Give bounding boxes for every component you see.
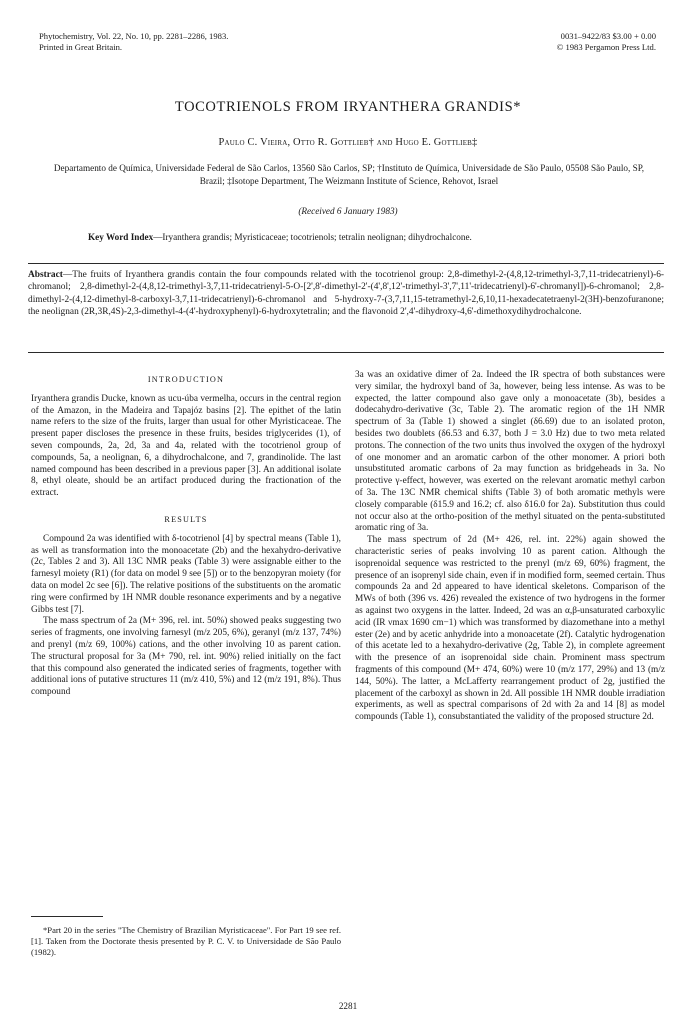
abstract-label: Abstract xyxy=(28,270,63,280)
page-number: 2281 xyxy=(338,1001,358,1011)
footnote: *Part 20 in the series "The Chemistry of Brazilian Myristicaceae". For Part 19 see ref. [1]. Taken from the Doctorate thesis presented by P. C. V. to Universidade de São Paulo (1982). xyxy=(31,925,341,957)
results-paragraph-2: The mass spectrum of 2a (M+ 396, rel. int. 50%) showed peaks suggesting two series of fragments, one involving farnesyl (m/z 205, 6%), geranyl (m/z 137, 74%) and prenyl (m/z 69, 100%) cations, and the other involving 10 as parent cation. The structural proposal for 3a (M+ 790, rel. int. 90%) relied initially on the fact that this compound also generated the indicated series of fragments, together with additional ions of putative structures 11 (m/z 410, 5%) and 12 (m/z 191, 8%). Thus compound xyxy=(31,616,341,698)
keywords-block xyxy=(88,231,648,243)
right-column xyxy=(355,370,665,724)
results-paragraph-1: Compound 2a was identified with δ-tocotrienol [4] by spectral means (Table 1), as well as transformation into the monoacetate (2b) and the hexahydro-derivative (2c, Tables 2 and 3). All 13C NMR peaks (Table 3) were assignable either to the farnesyl moiety (R1) (for data on model 9 see [5]) or to the benzopyran moiety (for data on model 2c see [6]). The relative positions of the substituents on the aromatic ring were confirmed by 1H NMR double resonance experiments and by a negative Gibbs test [7]. xyxy=(31,533,341,615)
introduction-paragraph: Iryanthera grandis Ducke, known as ucu-úba vermelha, occurs in the central region of the Amazon, in the Madeira and Tapajóz basins [2]. The epithet of the latin name refers to the size of the fruits, larger than usual for other Myristicaceae. The present paper discloses the presence in these fruits, besides triglycerides (1), of seven compounds, 2a, 2d, 3a and 4a, related with the tocotrienol group of compounds, 5a, a neolignan, 6, a dihydrochalcone, and 7, grandinolide. The last named compound has been described in a previous paper [3]. An additional isolate 8, ethyl oleate, should be an artifact produced during the fractionation of the extract. xyxy=(31,393,341,499)
results-heading: RESULTS xyxy=(164,514,208,524)
footnote-rule xyxy=(31,916,103,917)
article-title: TOCOTRIENOLS FROM IRYANTHERA GRANDIS* xyxy=(174,99,522,115)
printed-location: Printed in Great Britain. xyxy=(39,41,123,52)
copyright-notice: © 1983 Pergamon Press Ltd. xyxy=(556,41,656,52)
introduction-heading: INTRODUCTION xyxy=(147,375,225,384)
article-code: 0031–9422/83 $3.00 + 0.00 xyxy=(560,31,656,41)
abstract-bottom-rule xyxy=(28,352,664,353)
author-affiliations: Departamento de Química, Universidade Federal de São Carlos, 13560 São Carlos, SP; †Instituto de Química, Universidade de São Paulo, 05508 São Paulo, SP, Brazil; ‡Isotope Department, The Weizmann Institute of Science, Rehovot, Israel xyxy=(53,163,645,186)
right-paragraph-1: 3a was an oxidative dimer of 2a. Indeed the IR spectra of both substances were very similar, the hydroxyl band of 3a, however, being less intense. As was to be expected, the latter compound also gave only a monoacetate (3b), besides a dodecahydro-derivative (3c, Table 2). The aromatic region of the 1H NMR spectrum of 3a (Table 1) showed a singlet (δ6.69) due to an isolated proton, besides two doublets (δ6.53 and 6.37, both J = 3.0 Hz) due to two meta related protons. The connection of the two units thus involved the oxygen of the hydroxyl of one monomer and an aromatic carbon of the other monomer. A priori both unsubstituted aromatic carbons of 2a may function as bridgeheads in 3a. No protective γ-effect, however, was exerted on the relevant aromatic methyl carbon of 3a. The 13C NMR chemical shifts (Table 3) of both aromatic methyls were closely comparable (δ15.9 and 16.2; cf. also δ16.0 for 2a). Substitution thus could not occur also at the ortho-position of the methyl situated on the penta-substituted aromatic ring of 3a. xyxy=(355,370,665,534)
right-paragraph-2: The mass spectrum of 2d (M+ 426, rel. int. 22%) again showed the characteristic series of peaks involving 10 as parent cation. Although the isoprenoidal sequence was restricted to the prenyl (m/z 69, 60%) fragment, the presence of an isoprenyl side chain, even if in modified form, seemed certain. Thus compounds 2a and 2d appeared to have identical skeletons. Comparison of the MWs of both (396 vs. 426) revealed the existence of two hydrogens in the former as against two oxygens in the latter. Indeed, 2d was an α,β-unsaturated carboxylic acid (IR νmax 1690 cm−1) which was transformed by diazomethane into a methyl ester (2e) and by acetic anhydride into a monoacetate (2f). Catalytic hydrogenation of this acetate led to a hexahydro-derivative (2g, Table 2), in complete agreement with the presence of an isoprenoidal side chain. Prominent mass spectrum fragments of this compound (M+ 474, 60%) were 10 (m/z 177, 29%) and 13 (m/z 144, 50%). The latter, a McLafferty rearrangement product of 2g, justified the placement of the carboxyl as shown in 2d. All possible 1H NMR double irradiation experiments, as well as spectral comparisons of 2d with 2a and 14 [8] as model compounds (Table 1), consubstantiated the validity of the proposed structure 2d. xyxy=(355,535,665,723)
left-column xyxy=(31,370,341,699)
received-date: (Received 6 January 1983) xyxy=(298,206,398,216)
abstract-text: —The fruits of Iryanthera grandis contain the four compounds related with the tocotrienol group: 2,8-dimethyl-2-(4,8,12-trimethyl-3,7,11-tridecatrienyl)-6-chromanol; 2,8-dimethyl-2-(4,8,12-trimethyl-3,7,11-tridecatrienyl-5-O-[2',8'-dimethyl-2'-(4',8',12'-trimethyl-3',7',11'-tridecatrienyl)-6'-chromanyl])-6-chromanol; 2,8-dimethyl-2-(4,12-dimethyl-8-carboxyl-3,7,11-tridecatrienyl)-6-chromanol and 5-hydroxy-7-(3,7,11,15-tetramethyl-2,6,10,11-hexadecatetraenyl-2(3H)-benzofuranone; the neolignan (2R,3R,4S)-2,3-dimethyl-4-(4'-hydroxyphenyl)-6-hydroxytetralin; and the flavonoid 2',4'-dihydroxy-4,6'-dimethoxydihydrochalcone. xyxy=(28,270,664,317)
article-authors: Paulo C. Vieira, Otto R. Gottlieb† and Hugo E. Gottlieb‡ xyxy=(218,137,478,148)
keywords-text: —Iryanthera grandis; Myristicaceae; tocotrienols; tetralin neolignan; dihydrochalcone. xyxy=(153,232,472,242)
abstract-top-rule xyxy=(28,263,664,264)
journal-header-left xyxy=(39,31,228,52)
keywords-label: Key Word Index xyxy=(88,232,154,242)
journal-header-right xyxy=(557,31,656,52)
journal-citation: Phytochemistry, Vol. 22, No. 10, pp. 2281–2286, 1983. xyxy=(39,31,229,41)
abstract-block xyxy=(28,269,664,343)
